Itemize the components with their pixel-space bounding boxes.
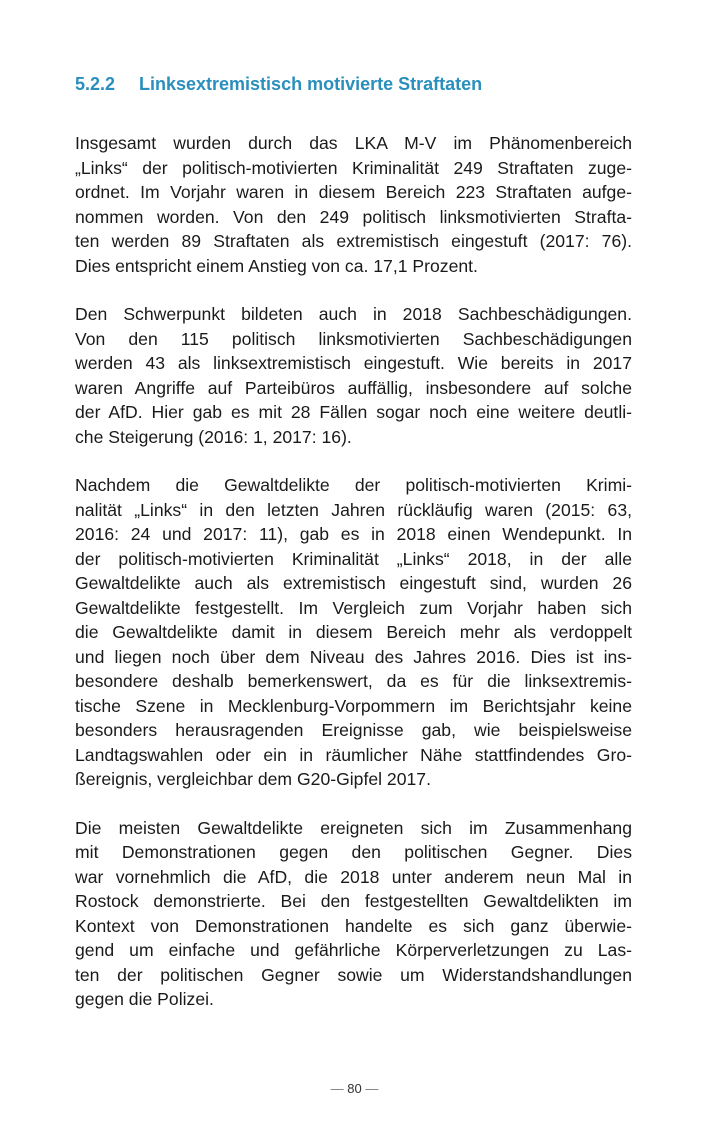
text-line: Landtagswahlen oder ein in räumlicher Nähe stattfindendes Gro- <box>75 744 632 765</box>
text-line: Die meisten Gewaltdelikte ereigneten sich im Zusammenhang <box>75 817 632 838</box>
text-line: nalität „Links“ in den letzten Jahren rückläufig waren (2015: 63, <box>75 499 632 520</box>
text-line: ßereignis, vergleichbar dem G20-Gipfel 2017. <box>75 769 431 789</box>
paragraph <box>75 473 632 792</box>
section-title: Linksextremistisch motivierte Straftaten <box>139 74 483 94</box>
text-line: nommen worden. Von den 249 politisch linksmotivierten Strafta- <box>75 206 632 227</box>
text-line: war vornehmlich die AfD, die 2018 unter anderem neun Mal in <box>75 866 632 887</box>
text-line: Rostock demonstrierte. Bei den festgestellten Gewaltdelikten im <box>75 891 632 911</box>
text-line: Kontext von Demonstrationen handelte es sich ganz überwie- <box>75 915 632 936</box>
text-line: Gewaltdelikte auch als extremistisch eingestuft sind, wurden 26 <box>75 573 632 593</box>
text-line: Insgesamt wurden durch das LKA M-V im Phänomenbereich <box>75 133 632 153</box>
text-line: werden 43 als linksextremistisch eingestuft. Wie bereits in 2017 <box>75 353 632 373</box>
paragraph <box>75 302 632 449</box>
text-line: besonders herausragenden Ereignisse gab, wie beispielsweise <box>75 720 632 740</box>
text-line: Dies entspricht einem Anstieg von ca. 17,1 Prozent. <box>75 255 478 276</box>
text-line: „Links“ der politisch-motivierten Kriminalität 249 Straftaten zuge- <box>75 157 632 178</box>
section-number: 5.2.2 <box>75 74 116 94</box>
text-line: der AfD. Hier gab es mit 28 Fällen sogar noch eine weitere deutli- <box>75 402 632 422</box>
page-number: 80 <box>347 1081 362 1096</box>
text-line: die Gewaltdelikte damit in diesem Bereich mehr als verdoppelt <box>75 622 632 642</box>
text-line: Den Schwerpunkt bildeten auch in 2018 Sachbeschädigungen. <box>75 304 632 324</box>
paragraph <box>75 816 632 1012</box>
text-line: 2016: 24 und 2017: 11), gab es in 2018 einen Wendepunkt. In <box>75 524 632 544</box>
text-line: Gewaltdelikte festgestellt. Im Vergleich zum Vorjahr haben sich <box>75 597 632 618</box>
text-line: der politisch-motivierten Kriminalität „Links“ 2018, in der alle <box>75 548 632 569</box>
text-line: Nachdem die Gewaltdelikte der politisch-motivierten Krimi- <box>75 475 632 495</box>
text-line: ordnet. Im Vorjahr waren in diesem Bereich 223 Straftaten aufge- <box>75 182 632 202</box>
paragraph <box>75 131 632 278</box>
text-line: gegen die Polizei. <box>75 989 214 1009</box>
footer-dash-left: — <box>330 1081 344 1096</box>
text-line: Von den 115 politisch linksmotivierten Sachbeschädigungen <box>75 328 632 349</box>
footer-dash-right: — <box>365 1081 379 1096</box>
text-line: che Steigerung (2016: 1, 2017: 16). <box>75 426 352 447</box>
body-text <box>75 131 632 1012</box>
text-line: besondere deshalb bemerkenswert, da es für die linksextremis- <box>75 671 632 691</box>
text-line: tische Szene in Mecklenburg-Vorpommern im Berichtsjahr keine <box>75 695 632 716</box>
text-line: und liegen noch über dem Niveau des Jahres 2016. Dies ist ins- <box>75 646 632 667</box>
text-line: ten der politischen Gegner sowie um Widerstandshandlungen <box>75 964 632 985</box>
text-line: ten werden 89 Straftaten als extremistisch eingestuft (2017: 76). <box>75 231 632 251</box>
page-footer <box>0 1081 709 1096</box>
text-line: mit Demonstrationen gegen den politischen Gegner. Dies <box>75 842 632 862</box>
section-heading <box>75 72 632 96</box>
text-line: waren Angriffe auf Parteibüros auffällig, insbesondere auf solche <box>75 377 632 398</box>
document-page <box>75 72 632 1036</box>
text-line: gend um einfache und gefährliche Körperverletzungen zu Las- <box>75 940 632 960</box>
